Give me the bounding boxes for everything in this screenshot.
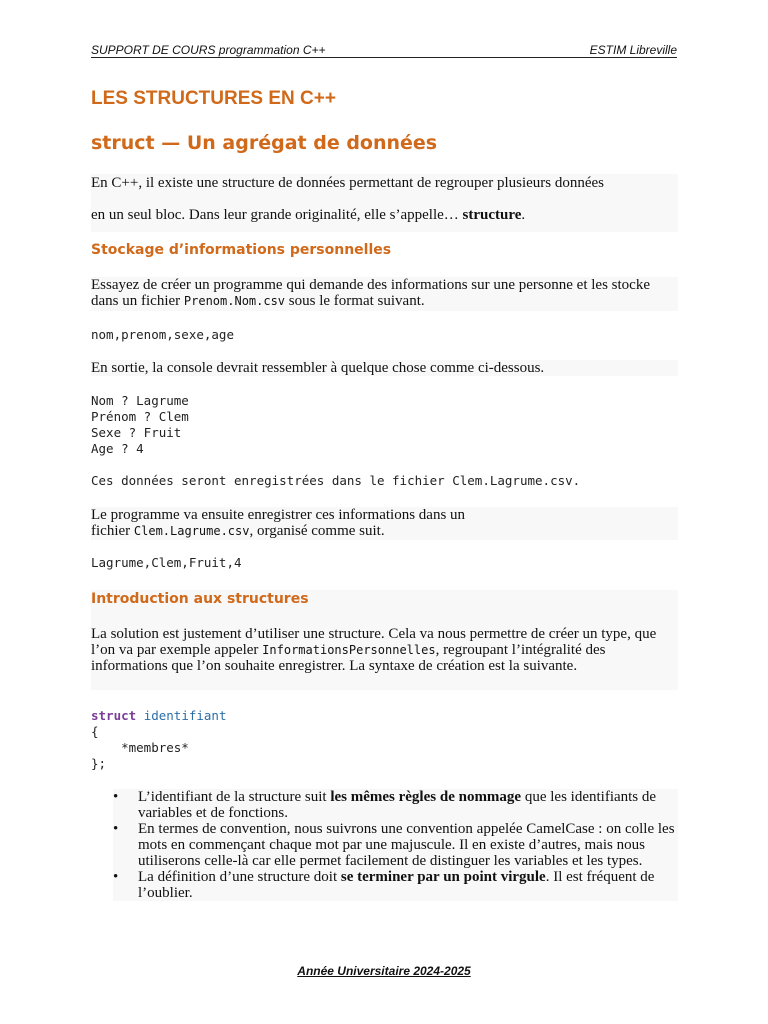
save-line-1: Le programme va ensuite enregistrer ces informations dans un	[91, 507, 466, 523]
inline-code-output-file: Clem.Lagrume.csv	[133, 524, 250, 538]
storage-text: Essayez de créer un programme qui demande des informations sur une personne et les stocke dans un fichier	[91, 277, 650, 309]
save-text-end: , organisé comme suit.	[249, 523, 385, 539]
page-footer: Année Universitaire 2024-2025	[297, 964, 471, 978]
rules-list	[113, 789, 678, 901]
list-item-text: La définition d’une structure doit	[138, 869, 341, 885]
list-item	[113, 789, 678, 821]
list-item-text-end: . Il est fréquent de l’oublier.	[138, 869, 655, 901]
structures-block	[91, 590, 678, 690]
list-item-emphasis: se terminer par un point virgule	[340, 869, 546, 885]
bullet-glyph: •	[113, 869, 119, 885]
document-subtitle: struct — Un agrégat de données	[91, 132, 438, 154]
header-course-title: SUPPORT DE COURS programmation C++	[91, 43, 326, 57]
intro-line-2	[91, 207, 525, 223]
code-csv-example: Lagrume,Clem,Fruit,4	[91, 555, 242, 570]
list-item-text: En termes de convention, nous suivrons une convention appelée CamelCase : on colle les mots en commençant chaque mot par une majuscule. Il en existe d’autres, mais nous utiliserons celle-là car elle permet facilement de distinguer les variables et les types.	[138, 821, 675, 869]
list-item	[113, 821, 678, 869]
section-heading-structures: Introduction aux structures	[91, 591, 309, 607]
list-item	[113, 869, 678, 901]
document-title: LES STRUCTURES EN C++	[91, 88, 336, 109]
save-line-2	[91, 523, 678, 539]
intro-keyword: structure	[462, 207, 522, 223]
inline-code-filename: Prenom.Nom.csv	[183, 294, 286, 308]
code-console-output: Nom ? Lagrume Prénom ? Clem Sexe ? Fruit Age ? 4 Ces données seront enregistrées dans le fichier Clem.Lagrume.csv.	[91, 393, 581, 488]
bullet-glyph: •	[113, 789, 119, 805]
storage-text-end: sous le format suivant.	[285, 293, 425, 309]
bullet-glyph: •	[113, 821, 119, 837]
storage-paragraph	[91, 277, 678, 311]
code-keyword-struct: struct	[91, 708, 137, 723]
structures-paragraph	[91, 626, 678, 674]
page-header	[91, 43, 677, 58]
list-item-text-end: que les identifiants de variables et de fonctions.	[138, 789, 657, 821]
code-identifier: identifiant	[143, 708, 227, 723]
section-heading-storage: Stockage d’informations personnelles	[91, 242, 392, 258]
structures-text: La solution est justement d’utiliser une structure. Cela va nous permettre de créer un type, que l’on va par exemple appeler	[91, 626, 657, 658]
inline-code-type-name: InformationsPersonnelles	[262, 643, 436, 657]
code-struct-syntax	[91, 708, 226, 772]
list-item-text: L’identifiant de la structure suit	[138, 789, 331, 805]
intro-line-1: En C++, il existe une structure de données permettant de regrouper plusieurs données	[91, 175, 605, 191]
intro-paragraph	[91, 174, 678, 232]
header-school-name: ESTIM Libreville	[589, 43, 677, 57]
code-csv-format: nom,prenom,sexe,age	[91, 327, 234, 342]
code-struct-body: { *membres* };	[91, 724, 189, 771]
list-item-emphasis: les mêmes règles de nommage	[330, 789, 522, 805]
console-intro-paragraph: En sortie, la console devrait ressembler à quelque chose comme ci-dessous.	[91, 360, 678, 376]
structures-text-end: , regroupant l’intégralité des informations que l’on souhaite enregistrer. La syntaxe de création est la suivante.	[91, 642, 606, 674]
intro-end: .	[521, 207, 526, 223]
intro-text: en un seul bloc. Dans leur grande originalité, elle s’appelle…	[91, 207, 463, 223]
save-text: fichier	[91, 523, 134, 539]
save-paragraph	[91, 507, 678, 540]
